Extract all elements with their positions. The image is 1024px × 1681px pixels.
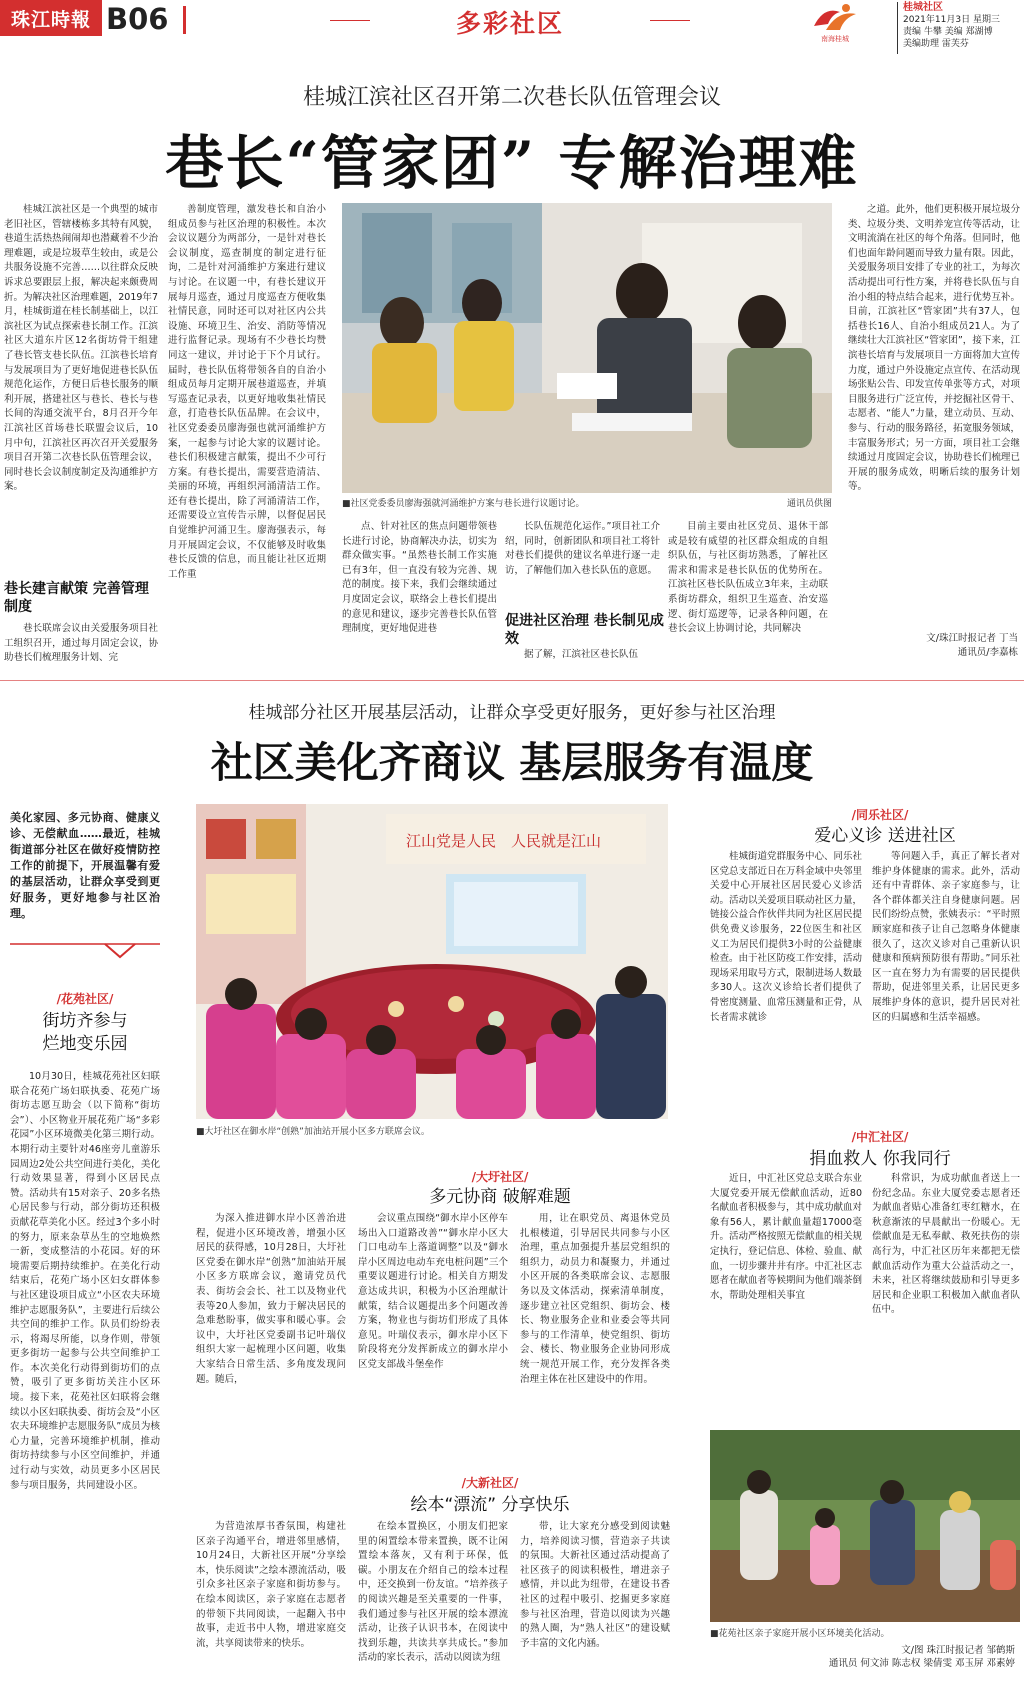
masthead-info [903,2,1023,50]
huayuan-body: 10月30日，桂城花苑社区妇联联合花苑广场妇联执委、花苑广场街坊志愿互助会（以下简称“街坊会”）、小区物业开展花苑广场“多彩花园”小区环境微美化第三期行动。本期行动主要针对46座旁儿童游乐园周边2处公共空间进行美化，美化行动效果显著，得到小区居民点赞。活动共有15对亲子、20多名热心居民参与行动，部分街坊还积极贡献花草美化小区。经过3个多小时的努力，原来杂草丛生的空地焕然一新，变成整洁的小花园。好的环境需要后期持续维护。在美化行动结束后，花苑广场小区妇女群体参与社区建设项目成立“小区农夫环境维护志愿服务队”，主要进行后续公共空间的维护工作。队员们纷纷表示，将竭尽所能，以身作则，带领更多街坊一起参与公共空间维护工作。本次美化行动得到街坊们的点赞，吸引了更多街坊关注小区环境。接下来，花苑社区妇联将会继续以小区妇联执委、街坊会及“小区农夫环境维护志愿服务队”成员为核心力量，完善环境维护机制，推动街坊持续参与小区空间维护，并通过行动与实效，动员更多小区居民参与项目服务，共同建设小区。 [10,1071,160,1491]
photo-credit: 通讯员供图 [786,499,832,509]
meeting-photo [342,203,832,493]
huayuan-tag: /花苑社区/ [56,992,114,1006]
article1-photo-caption: ■社区党委委员廖海强就河涌维护方案与巷长进行议题讨论。 通讯员供图 [342,496,832,509]
zhonghui-column-2: 科常识，为成功献血者送上一份纪念品。东业大厦党委志愿者还为献血者贴心准备红枣红糖水，在秋意渐浓的早晨献出一份暖心。无偿献血是无私奉献、救死扶伤的崇高行为，中汇社区历年来都把无偿献血活动作为重大公益活动之一，未来，社区将继续鼓励和引导更多居民和企业职工积极加入献血者队伍中。 [872,1173,1020,1316]
newspaper-logo: 珠江時報 [0,0,102,36]
article1-subtitle: 桂城江滨社区召开第二次巷长队伍管理会议 [302,85,721,110]
daxin-headline: 绘本“漂流” 分享快乐 [410,1495,570,1515]
huayuan-headline-1: 街坊齐参与 [42,1011,128,1031]
dayu-column-2: 会议重点围绕“御水岸小区停车场出入口道路改善”“御水岸小区大门口电动车上落道调整”以及“御水岸小区周边电动车充电桩问题”三个重要议题进行讨论。相关自方期发意达成共识，积极为小区治理献计献策，结合议题提出多个问题改善方案，物业也与街坊们形成了具体意见。叶瑞仪表示，御水岸小区下阶段将充分发挥新成立的御水岸小区党支部战斗堡垒作 [358,1213,508,1370]
article1-subhead-1: 巷长建言献策 完善管理制度 [4,581,149,615]
tongle-tag: /同乐社区/ [851,808,909,822]
page-number: B06 [106,2,169,36]
editor-credit: 责编 牛攀 美编 郑湖博 [903,27,993,37]
garden-activity-photo [710,1430,1020,1622]
article1-subhead-2: 促进社区治理 巷长制见成效 [505,613,664,647]
article1-column-4: 长队伍规范化运作。”项目社工介绍，同时，创新团队和项目社工将针对巷长们提供的建议名单进行逐一走访，了解他们加入巷长队伍的意愿。 [505,521,660,576]
tongle-headline: 爱心义诊 送进社区 [814,826,956,846]
masthead-divider [183,6,186,34]
tongle-column-1: 桂城街道党群服务中心、同乐社区党总支部近日在万科金域中央邻里关爱中心开展社区居民爱心义诊活动。活动以关爱项目联动社区力量，链接公益合作伙伴共同为社区居民提供免费义诊服务，22位医生和社区义工为居民们提供3小时的公益健康检查。由于社区防疫工作安排，活动现场采用取号方式，限制进场人数最多30人。这次义诊给长者们提供了骨密度测量、血常压测量和正骨，从长者需求就诊 [710,851,862,1023]
article1-column-1b: 巷长联席会议由关爱服务项目社工组织召开，通过每月固定会议，协助巷长们梳理服务计划、完 [4,623,158,664]
daxin-column-1: 为营造浓厚书香氛围，构建社区亲子沟通平台，增进邻里感情，10月24日，大新社区开展“分享绘本，快乐阅读”之绘本漂流活动，吸引众多社区亲子家庭和街坊参与。在绘本阅读区，亲子家庭在志愿者的带领下共同阅读，一起翻入书中故事，走近书中人物，增进家庭交流，共享阅读带来的快乐。 [196,1521,346,1649]
dayu-headline: 多元协商 破解难题 [429,1187,571,1207]
tongle-column-2: 等问题入手，真正了解长者对维护身体健康的需求。此外，活动还有中青群体、亲子家庭参与，让各个群体都关注自身健康问题。居民们纷纷点赞，张姨表示：“平时照顾家庭和孩子让自己忽略身体健康很久了，这次义诊对自己重新认识健康和预病预防很有帮助。”同乐社区一直在努力为有需要的居民提供帮助，促进邻里关系，让居民更多展维护身体的意识，提升居民对社区的归属感和生活幸福感。 [872,851,1020,1023]
article1-title: 巷长“管家团” 专解治理难 [165,129,859,197]
nanhai-guicheng-logo-icon [810,2,858,36]
article1-byline: 文/珠江时报记者 丁当 通讯员/李嘉栋 [926,633,1018,658]
issue-date: 2021年11月3日 星期三 [903,15,1000,25]
daxin-tag: /大新社区/ [461,1476,519,1490]
article2-photo2-caption: ■花苑社区亲子家庭开展小区环境美化活动。 [710,1629,890,1639]
chevron-down-icon [10,940,160,960]
dayu-column-3: 用，让在职党员、离退休党员扎根楼道，引导居民共同参与小区治理，重点加强提升基层党组织的组织力，动员力和凝聚力，并通过小区开展的各类联席会议、志愿服务以及文体活动，探索清单制度，逐步建立社区党组织、街坊会、楼长、物业服务企业和业委会等共同参与的工作清单，使党组织、街坊会、楼长、物业服务企业协同形成统一规范开展工作，充分发挥各类治理主体在社区建设中的作用。 [520,1213,670,1385]
article1-column-1: 桂城江滨社区是一个典型的城市老旧社区，管辖楼栋多其特有风貌，巷道生活热热闹闹却也潜藏着不少治理难题，或是垃圾草生较由，或是公共服务设施不完善……以往群众反映诉求总要跟层上报，解决起来颇费周折。为解决社区治理难题，2019年7月，桂城街道在桂长制基础上，以江滨社区为试点探索巷长制工作。江滨社区大道东片区12名街坊骨干组建了巷长管支巷长队伍。江滨巷长培育与发展项目为了更好地促进巷长队伍规范化运作，方便日后巷长服务的顺利开展，搭建社区与巷长、巷长与巷长间的沟通交流平台，8月召开今年江滨社区首场巷长联盟会议后，10月中旬，江滨社区再次召开关爱服务项目召开第二次巷长队伍管理会议，同时巷长会议制度制定及沟通维护方案。 [4,204,158,493]
article1-column-3: 点、针对社区的焦点问题带领巷长进行讨论，协商解决办法，切实为群众做实事。“虽然巷长制工作实施已有3年，但一直没有较为完善、规范的制度。接下来，我们会继续通过月度固定会议，联络会上巷长们提出的意见和建议，逐步完善巷长队伍管理制度，更好地促进巷 [342,521,497,635]
zhonghui-column-1: 近日，中汇社区党总支联合东业大厦党委开展无偿献血活动，近80名献血者积极参与，其中成功献血对象有56人，累计献血量超17000毫升。活动严格按照无偿献血的相关规定执行，登记信息、体检、验血、献血，一切步骤井井有序。中汇社区志愿者在献血者等候期间为他们端茶倒水，帮助处理相关事宜 [710,1173,862,1301]
article2-photo-caption: ■大圩社区在御水岸“创熟”加油站开展小区多方联席会议。 [196,1127,430,1137]
article1-column-2: 善制度管理，激发巷长和自治小组成员参与社区治理的积极性。本次会议议题分为两部分，一是针对巷长会议制度，巡查制度的制定进行征询，二是针对河涌维护方案进行建议与讨论。在议题一中，有巷长建议开展每月巡查，通过月度巡查方便收集社情民意，同时还可以对社区内公共设施、环境卫生、治安、消防等情况进行监督记录。现场有不少巷长均赞同这一建议，并讨论于下个月试行。届时，巷长队伍将带领各自的自治小组成员每月定期开展巷道巡查，并填写巡查记录表，以更好地收集社情民意，打造巷长队伍品牌。在会议中，社区党委委员廖海强也就河涌维护方案，一起参与讨论大家的议题讨论。巷长们积极建言献策，提出不少可行方案。有巷长提出，需要营造清洁、美丽的环境，再组织河涌清洁工作。还有巷长提出，除了河涌清洁工作，还需要设立宣传告示牌，以督促居民自觉维护河涌卫生。廖海强表示，每月开展固定会议，不仅能够及时收集巷长反馈的信息，而且能让社区近期工作重 [168,204,326,580]
assistant-credit: 美编助理 雷芙芬 [903,39,969,49]
huayuan-headline-2: 烂地变乐园 [42,1034,128,1054]
masthead-right-divider [897,2,898,54]
svg-text:江山党是人民 人民就是江山: 江山党是人民 人民就是江山 [406,832,602,850]
daxin-column-3: 带，让大家充分感受到阅读魅力，培养阅读习惯，营造亲子共读的氛围。大新社区通过活动提高了社区孩子的阅读积极性，增进亲子感情，并以此为纽带，在建设书香社区的过程中吸引、挖掘更多家庭参与社区治理，营造以阅读为兴趣的熟人圈，为“熟人社区”的建设赋予丰富的文化内涵。 [520,1521,670,1649]
article2-subtitle: 桂城部分社区开展基层活动，让群众享受更好服务，更好参与社区治理 [248,703,776,723]
section-title: 多彩社区 [380,4,640,40]
daxin-column-2: 在绘本置换区，小朋友们把家里的闲置绘本带来置换，既不让闲置绘本落灰，又有利于环保，低碳。小朋友在介绍自己的绘本过程中，还交换到一份友谊。“培养孩子的阅读兴趣是至关重要的一件事，我们通过参与社区开展的绘本漂流活动，让孩子认识书本，在阅读中找到乐趣，共读共享共成长。”参加活动的家长表示，活动以阅读为纽 [358,1521,508,1664]
article1-column-5: 目前主要由社区党员、退休干部或是较有威望的社区群众组成的自组织队伍，与社区街坊熟悉，了解社区需求和需求是巷长队伍的优势所在。江滨社区巷长队伍成立3年来，主动联系街坊群众，组织卫生巡查、治安巡逻、街灯巡逻等，记录各种问题，在巷长会议上协调讨论，共同解决 [668,521,828,635]
nanhai-logo-text: 南海桂城 [821,35,849,43]
dayu-tag: /大圩社区/ [471,1170,529,1184]
dayu-column-1: 为深入推进御水岸小区善治进程，促进小区环境改善，增强小区居民的获得感，10月28日，大圩社区党委在御水岸“创熟”加油站开展小区多方联席会议，邀请党员代表、街坊会会长、社工以及物业代表等20人参加，致力于解决居民的急难愁盼事，做实事和暖心事。会议中，大圩社区党委副书记叶瑞仪组织大家一起梳理小区问题，收集大家结合日常生活、多角度发现问题。随后， [196,1213,346,1385]
article1-column-4b: 据了解，江滨社区巷长队伍 [524,649,639,660]
article-divider [0,680,1024,681]
article2-intro: 美化家园、多元协商、健康义诊、无偿献血……最近，桂城街道部分社区在做好疫情防控工作的前提下，开展温馨有爱的基层活动，让群众享受到更好服务，更好地参与社区治理。 [10,811,160,920]
zhonghui-tag: /中汇社区/ [851,1130,909,1144]
article2-title: 社区美化齐商议 基层服务有温度 [210,738,814,787]
article2-byline: 文/图 珠江时报记者 邹鹤斯 通讯员 何文沛 陈志权 梁倩雯 邓玉屏 邓素婷 [828,1645,1015,1669]
zhonghui-headline: 捐血救人 你我同行 [809,1149,951,1169]
article1-column-6: 之道。此外，他们更积极开展垃圾分类、垃圾分类、文明养宠宣传等活动，让文明流淌在社区的每个角落。但同时，他们也面年龄问题而导致力量有限。因此，关爱服务项目安排了专业的社工，为每次活动提出可行性方案，并将巷长队伍与自治小组的特点结合起来，进行优势互补。目前，江滨社区“管家团”共有37人，包括巷长16人、自治小组成员21人。为了继续壮大江滨社区“管家团”，接下来，江滨巷长培育与发展项目一方面将加大宣传力度，通过户外设施定点宣传、在活动现场张贴公告、印发宣传单张等方式，对项目服务进行广泛宣传，并挖掘社区骨干、志愿者、“能人”力量，建立动员、互动、参与、行动的服务路径，拓宽服务领域，丰富服务形式；另一方面，项目社工会继续通过月度固定会议，协助巷长们梳理已开展的服务成效，明晰后续的服务计划等。 [848,204,1020,493]
community-meeting-photo [196,804,668,1119]
column-label: 桂城社区 [903,2,943,13]
